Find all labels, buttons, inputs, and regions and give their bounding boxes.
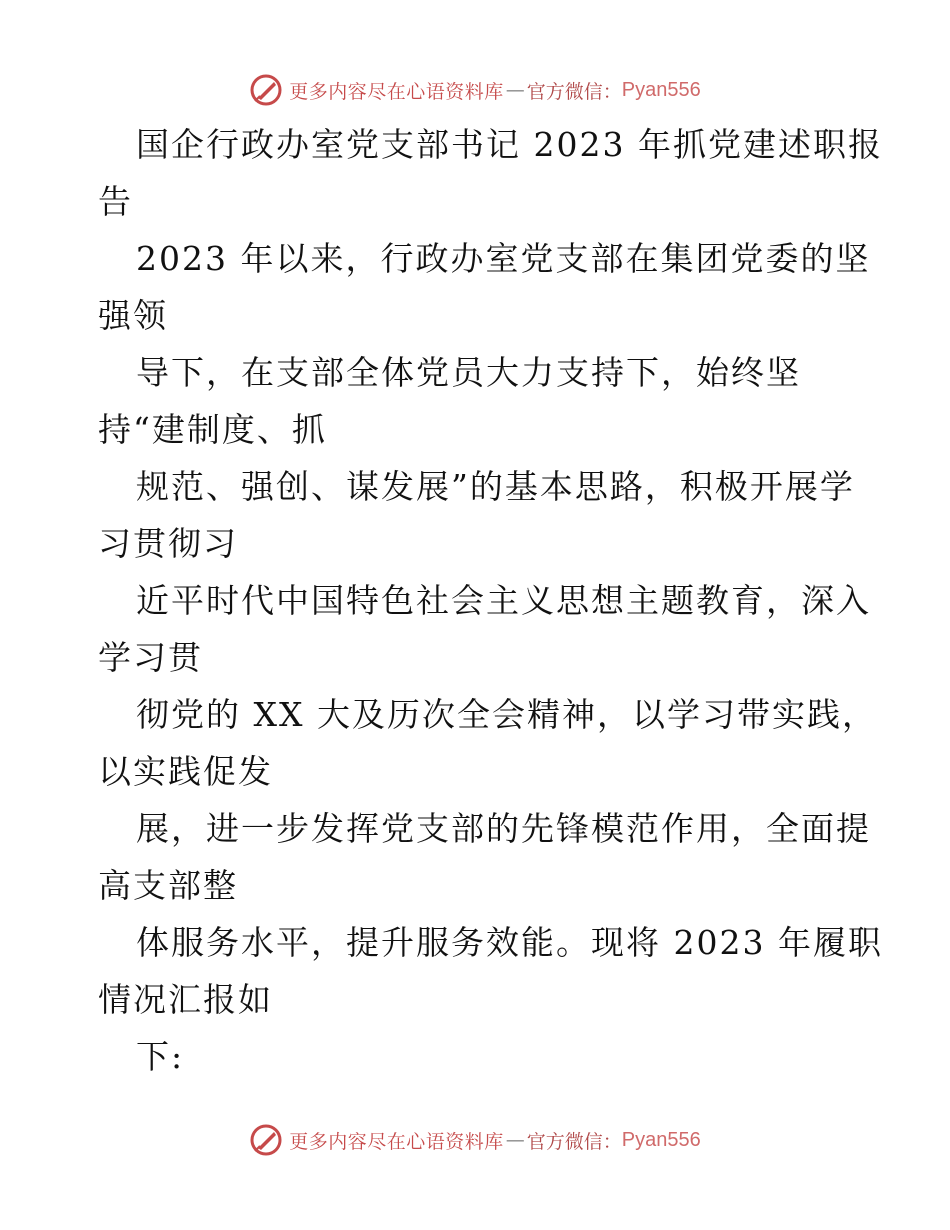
watermark-sub-text: 官方微信： <box>526 1130 622 1153</box>
paragraph-wrap-line: 高支部整 <box>98 866 238 905</box>
paragraph <box>98 458 858 572</box>
paragraph-first-line: 下: <box>136 1037 185 1076</box>
paragraph-first-line: 近平时代中国特色社会主义思想主题教育，深入 <box>136 581 871 620</box>
paragraph-first-line: 规范、强创、谋发展”的基本思路，积极开展学 <box>136 467 855 506</box>
watermark-banner-bottom <box>0 1118 950 1162</box>
watermark-sub-text: 官方微信： <box>526 80 622 103</box>
paragraph-title <box>98 116 883 230</box>
watermark-separator: — <box>505 79 525 101</box>
paragraph-first-line: 2023 年以来，行政办室党支部在集团党委的坚 <box>136 239 871 278</box>
quill-logo-icon <box>249 1123 283 1157</box>
watermark-main-text: 更多内容尽在心语资料库 <box>289 80 504 103</box>
paragraph-wrap-line: 持“建制度、抓 <box>98 410 327 449</box>
paragraph <box>98 800 871 914</box>
paragraph-wrap-line: 强领 <box>98 296 168 335</box>
watermark-main-text: 更多内容尽在心语资料库 <box>289 1130 504 1153</box>
paragraph-first-line: 体服务水平，提升服务效能。现将 2023 年履职 <box>136 923 883 962</box>
paragraph <box>98 572 871 686</box>
watermark-separator: — <box>505 1129 525 1151</box>
paragraph-first-line: 展，进一步发挥党支部的先锋模范作用，全面提 <box>136 809 871 848</box>
paragraph <box>98 686 877 800</box>
watermark-wechat-id: Pyan556 <box>621 1128 701 1151</box>
paragraph <box>98 230 871 344</box>
watermark-wechat-id: Pyan556 <box>621 78 701 101</box>
paragraph-wrap-line: 告 <box>98 182 133 221</box>
paragraph-wrap-line: 习贯彻习 <box>98 524 238 563</box>
paragraph-first-line: 国企行政办室党支部书记 2023 年抓党建述职报 <box>136 125 883 164</box>
paragraph-first-line: 导下，在支部全体党员大力支持下，始终坚 <box>136 353 801 392</box>
paragraph-last <box>98 1028 858 1085</box>
quill-logo-icon <box>249 73 283 107</box>
paragraph <box>98 914 883 1028</box>
paragraph-wrap-line: 学习贯 <box>98 638 203 677</box>
paragraph-wrap-line: 情况汇报如 <box>98 980 273 1019</box>
watermark-banner-top <box>0 68 950 112</box>
paragraph <box>98 344 858 458</box>
paragraph-first-line: 彻党的 XX 大及历次全会精神，以学习带实践， <box>136 695 877 734</box>
document-body <box>98 116 883 1085</box>
paragraph-wrap-line: 以实践促发 <box>98 752 273 791</box>
